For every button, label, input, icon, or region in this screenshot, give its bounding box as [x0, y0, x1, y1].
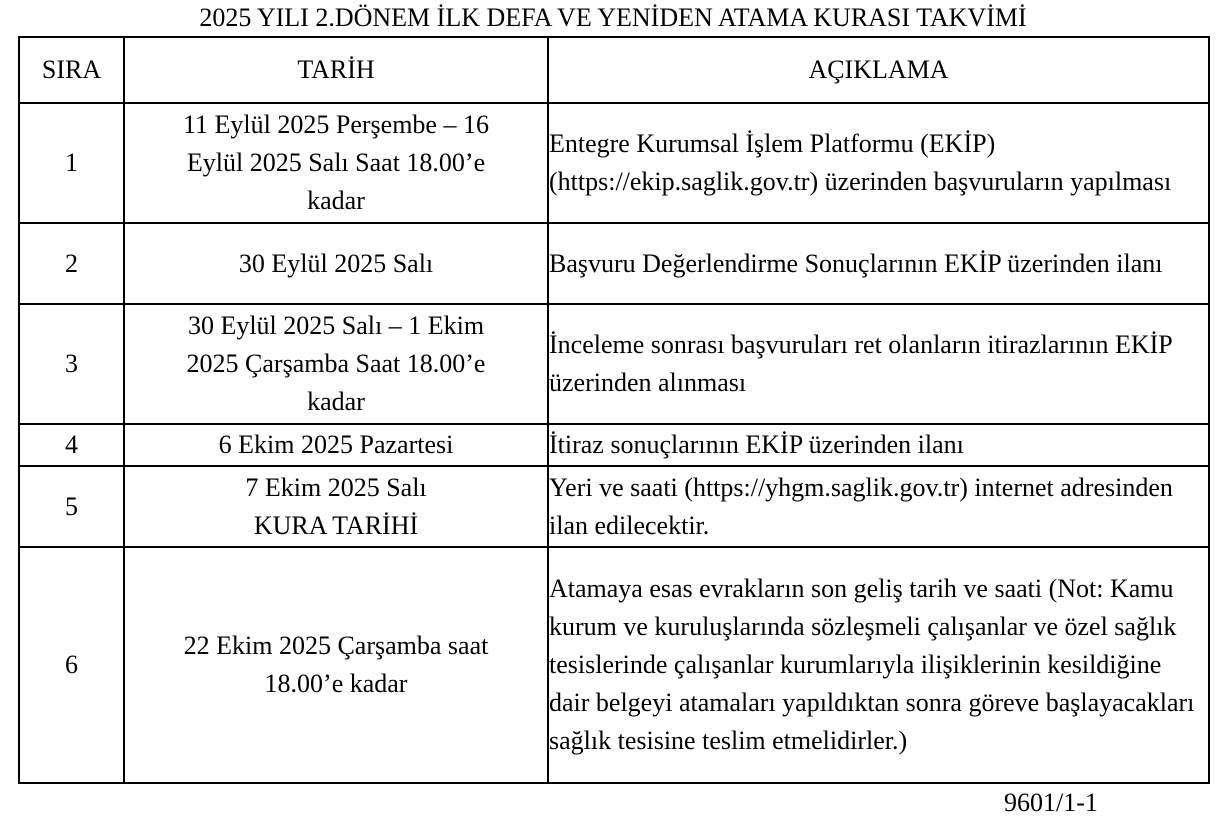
row-description: Başvuru Değerlendirme Sonuçlarının EKİP üzerinden ilanı	[548, 223, 1209, 304]
date-line: 30 Eylül 2025 Salı – 1 Ekim	[187, 311, 485, 340]
date-line: 7 Ekim 2025 Salı	[245, 472, 427, 502]
date-line: 30 Eylül 2025 Salı	[238, 248, 434, 278]
row-date	[124, 424, 548, 466]
row-date	[124, 103, 548, 223]
table-row	[19, 547, 1209, 783]
page-title: 2025 YILI 2.DÖNEM İLK DEFA VE YENİDEN ATAMA KURASI TAKVİMİ	[199, 3, 1027, 32]
table-row	[19, 304, 1209, 424]
row-number: 5	[19, 466, 124, 547]
date-line: 2025 Çarşamba Saat 18.00’e	[186, 349, 486, 378]
date-line: Eylül 2025 Salı Saat 18.00’e	[186, 148, 486, 177]
row-number: 6	[19, 547, 124, 783]
table-row	[19, 466, 1209, 547]
schedule-table	[18, 36, 1210, 784]
column-header-aciklama: AÇIKLAMA	[548, 37, 1209, 103]
table-row	[19, 223, 1209, 304]
row-date	[124, 223, 548, 304]
row-description: Yeri ve saati (https://yhgm.saglik.gov.tr) internet adresinden ilan edilecektir.	[548, 466, 1209, 547]
date-line: kadar	[307, 186, 365, 215]
row-number: 2	[19, 223, 124, 304]
row-description: Atamaya esas evrakların son geliş tarih ve saati (Not: Kamu kurum ve kuruluşlarında sözleşmeli çalışanlar ve özel sağlık tesislerinde çalışanlar kurumlarıyla ilişiklerinin kesildiğine dair belgeyi atamaları yapıldıktan sonra göreve başlayacakları sağlık tesisine teslim etmelidirler.)	[548, 547, 1209, 783]
row-description: İtiraz sonuçlarının EKİP üzerinden ilanı	[548, 424, 1209, 466]
date-line: 11 Eylül 2025 Perşembe – 16	[183, 110, 489, 139]
row-date	[124, 547, 548, 783]
row-number: 1	[19, 103, 124, 223]
date-line: 22 Ekim 2025 Çarşamba saat	[183, 631, 489, 660]
column-header-sira: SIRA	[19, 37, 124, 103]
row-description: Entegre Kurumsal İşlem Platformu (EKİP) (https://ekip.saglik.gov.tr) üzerinden başvuruların yapılması	[548, 103, 1209, 223]
table-row	[19, 424, 1209, 466]
date-line: kadar	[307, 387, 365, 416]
table-header-row	[19, 37, 1209, 103]
column-header-tarih: TARİH	[124, 37, 548, 103]
date-line: 18.00’e kadar	[264, 669, 408, 698]
table-row	[19, 103, 1209, 223]
row-description: İnceleme sonrası başvuruları ret olanların itirazlarının EKİP üzerinden alınması	[548, 304, 1209, 424]
date-line: 6 Ekim 2025 Pazartesi	[218, 430, 454, 459]
row-number: 4	[19, 424, 124, 466]
page-reference: 9601/1-1	[1004, 788, 1098, 817]
row-date	[124, 304, 548, 424]
date-line: KURA TARİHİ	[253, 510, 419, 540]
row-number: 3	[19, 304, 124, 424]
row-date	[124, 466, 548, 547]
